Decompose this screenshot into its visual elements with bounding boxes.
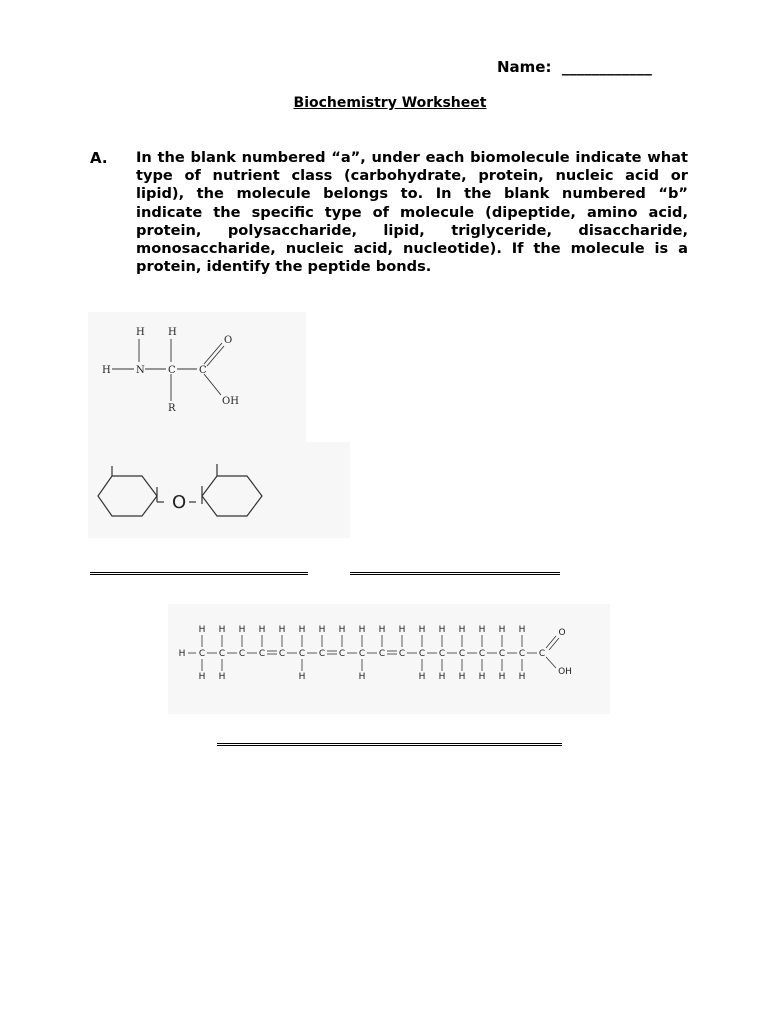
atom-h-bottom-14: H	[478, 672, 486, 682]
atom-h-bottom-11: H	[418, 672, 426, 682]
atom-h-bottom-15: H	[498, 672, 506, 682]
atom-c-11: C	[418, 649, 426, 659]
atom-h-top-14: H	[478, 625, 486, 635]
answer-blank-2[interactable]	[217, 743, 562, 746]
atom-h-top-15: H	[498, 625, 506, 635]
amino-acid-structure	[88, 312, 306, 442]
atom-c-8: C	[358, 649, 366, 659]
atom-h-bottom-5: H	[298, 672, 306, 682]
atom-h-top-7: H	[338, 625, 346, 635]
atom-c-14: C	[478, 649, 486, 659]
atom-c-12: C	[438, 649, 446, 659]
atom-o: O	[224, 335, 233, 346]
atom-h-bottom-13: H	[458, 672, 466, 682]
atom-h-top-9: H	[378, 625, 386, 635]
atom-h-terminal: H	[178, 649, 186, 659]
atom-h-top-3: H	[258, 625, 266, 635]
atom-h-bottom-8: H	[358, 672, 366, 682]
glycosidic-oxygen: O	[172, 492, 187, 513]
worksheet-title: Biochemistry Worksheet	[293, 95, 487, 111]
atom-h-bottom-12: H	[438, 672, 446, 682]
atom-h-top-0: H	[198, 625, 206, 635]
atom-h-bottom-1: H	[218, 672, 226, 682]
atom-h-top-1: H	[218, 625, 226, 635]
atom-h-top-13: H	[458, 625, 466, 635]
atom-c-7: C	[338, 649, 346, 659]
question-a-letter: A.	[90, 149, 108, 167]
atom-r: R	[168, 403, 176, 414]
atom-c-2: C	[238, 649, 246, 659]
atom-c-6: C	[318, 649, 326, 659]
atom-h-c: H	[168, 327, 177, 338]
disaccharide-structure	[88, 442, 350, 538]
atom-c-5: C	[298, 649, 306, 659]
atom-h-top-6: H	[318, 625, 326, 635]
atom-c-carboxyl: C	[538, 649, 546, 659]
atom-h-top-10: H	[398, 625, 406, 635]
atom-c-16: C	[518, 649, 526, 659]
atom-o-carbonyl: O	[558, 628, 566, 638]
question-a-text: In the blank numbered “a”, under each biomolecule indicate what type of nutrient class (carbohydrate, protein, nucleic acid or lipid), the molecule belongs to. In the blank numbered “b” indicate the specific type of molecule (dipeptide, amino acid, protein, polysaccharide, lipid, triglyceride, disaccharide, monosaccharide, nucleic acid, nucleotide). If the molecule is a protein, identify the peptide bonds.	[136, 149, 688, 276]
atom-h-bottom-16: H	[518, 672, 526, 682]
atom-h-bottom-0: H	[198, 672, 206, 682]
atom-h-n: H	[136, 327, 145, 338]
atom-c-9: C	[378, 649, 386, 659]
atom-c-4: C	[278, 649, 286, 659]
atom-h-top-16: H	[518, 625, 526, 635]
atom-h-top-5: H	[298, 625, 306, 635]
atom-oh-carboxyl: OH	[558, 667, 572, 677]
atom-h-top-12: H	[438, 625, 446, 635]
answer-blank-1a[interactable]	[90, 572, 308, 575]
atom-oh: OH	[222, 396, 239, 407]
atom-c-10: C	[398, 649, 406, 659]
atom-c-alpha: C	[168, 365, 176, 376]
fatty-acid-structure	[168, 604, 610, 714]
atom-c-3: C	[258, 649, 266, 659]
atom-h-left: H	[102, 365, 111, 376]
atom-c-carboxyl: C	[199, 365, 207, 376]
name-field: Name: ____________	[497, 58, 652, 76]
atom-h-top-11: H	[418, 625, 426, 635]
answer-blank-1b[interactable]	[350, 572, 560, 575]
atom-h-top-8: H	[358, 625, 366, 635]
atom-c-13: C	[458, 649, 466, 659]
atom-h-top-2: H	[238, 625, 246, 635]
atom-c-15: C	[498, 649, 506, 659]
atom-h-top-4: H	[278, 625, 286, 635]
atom-c-1: C	[218, 649, 226, 659]
atom-c-0: C	[198, 649, 206, 659]
atom-n: N	[136, 365, 145, 376]
